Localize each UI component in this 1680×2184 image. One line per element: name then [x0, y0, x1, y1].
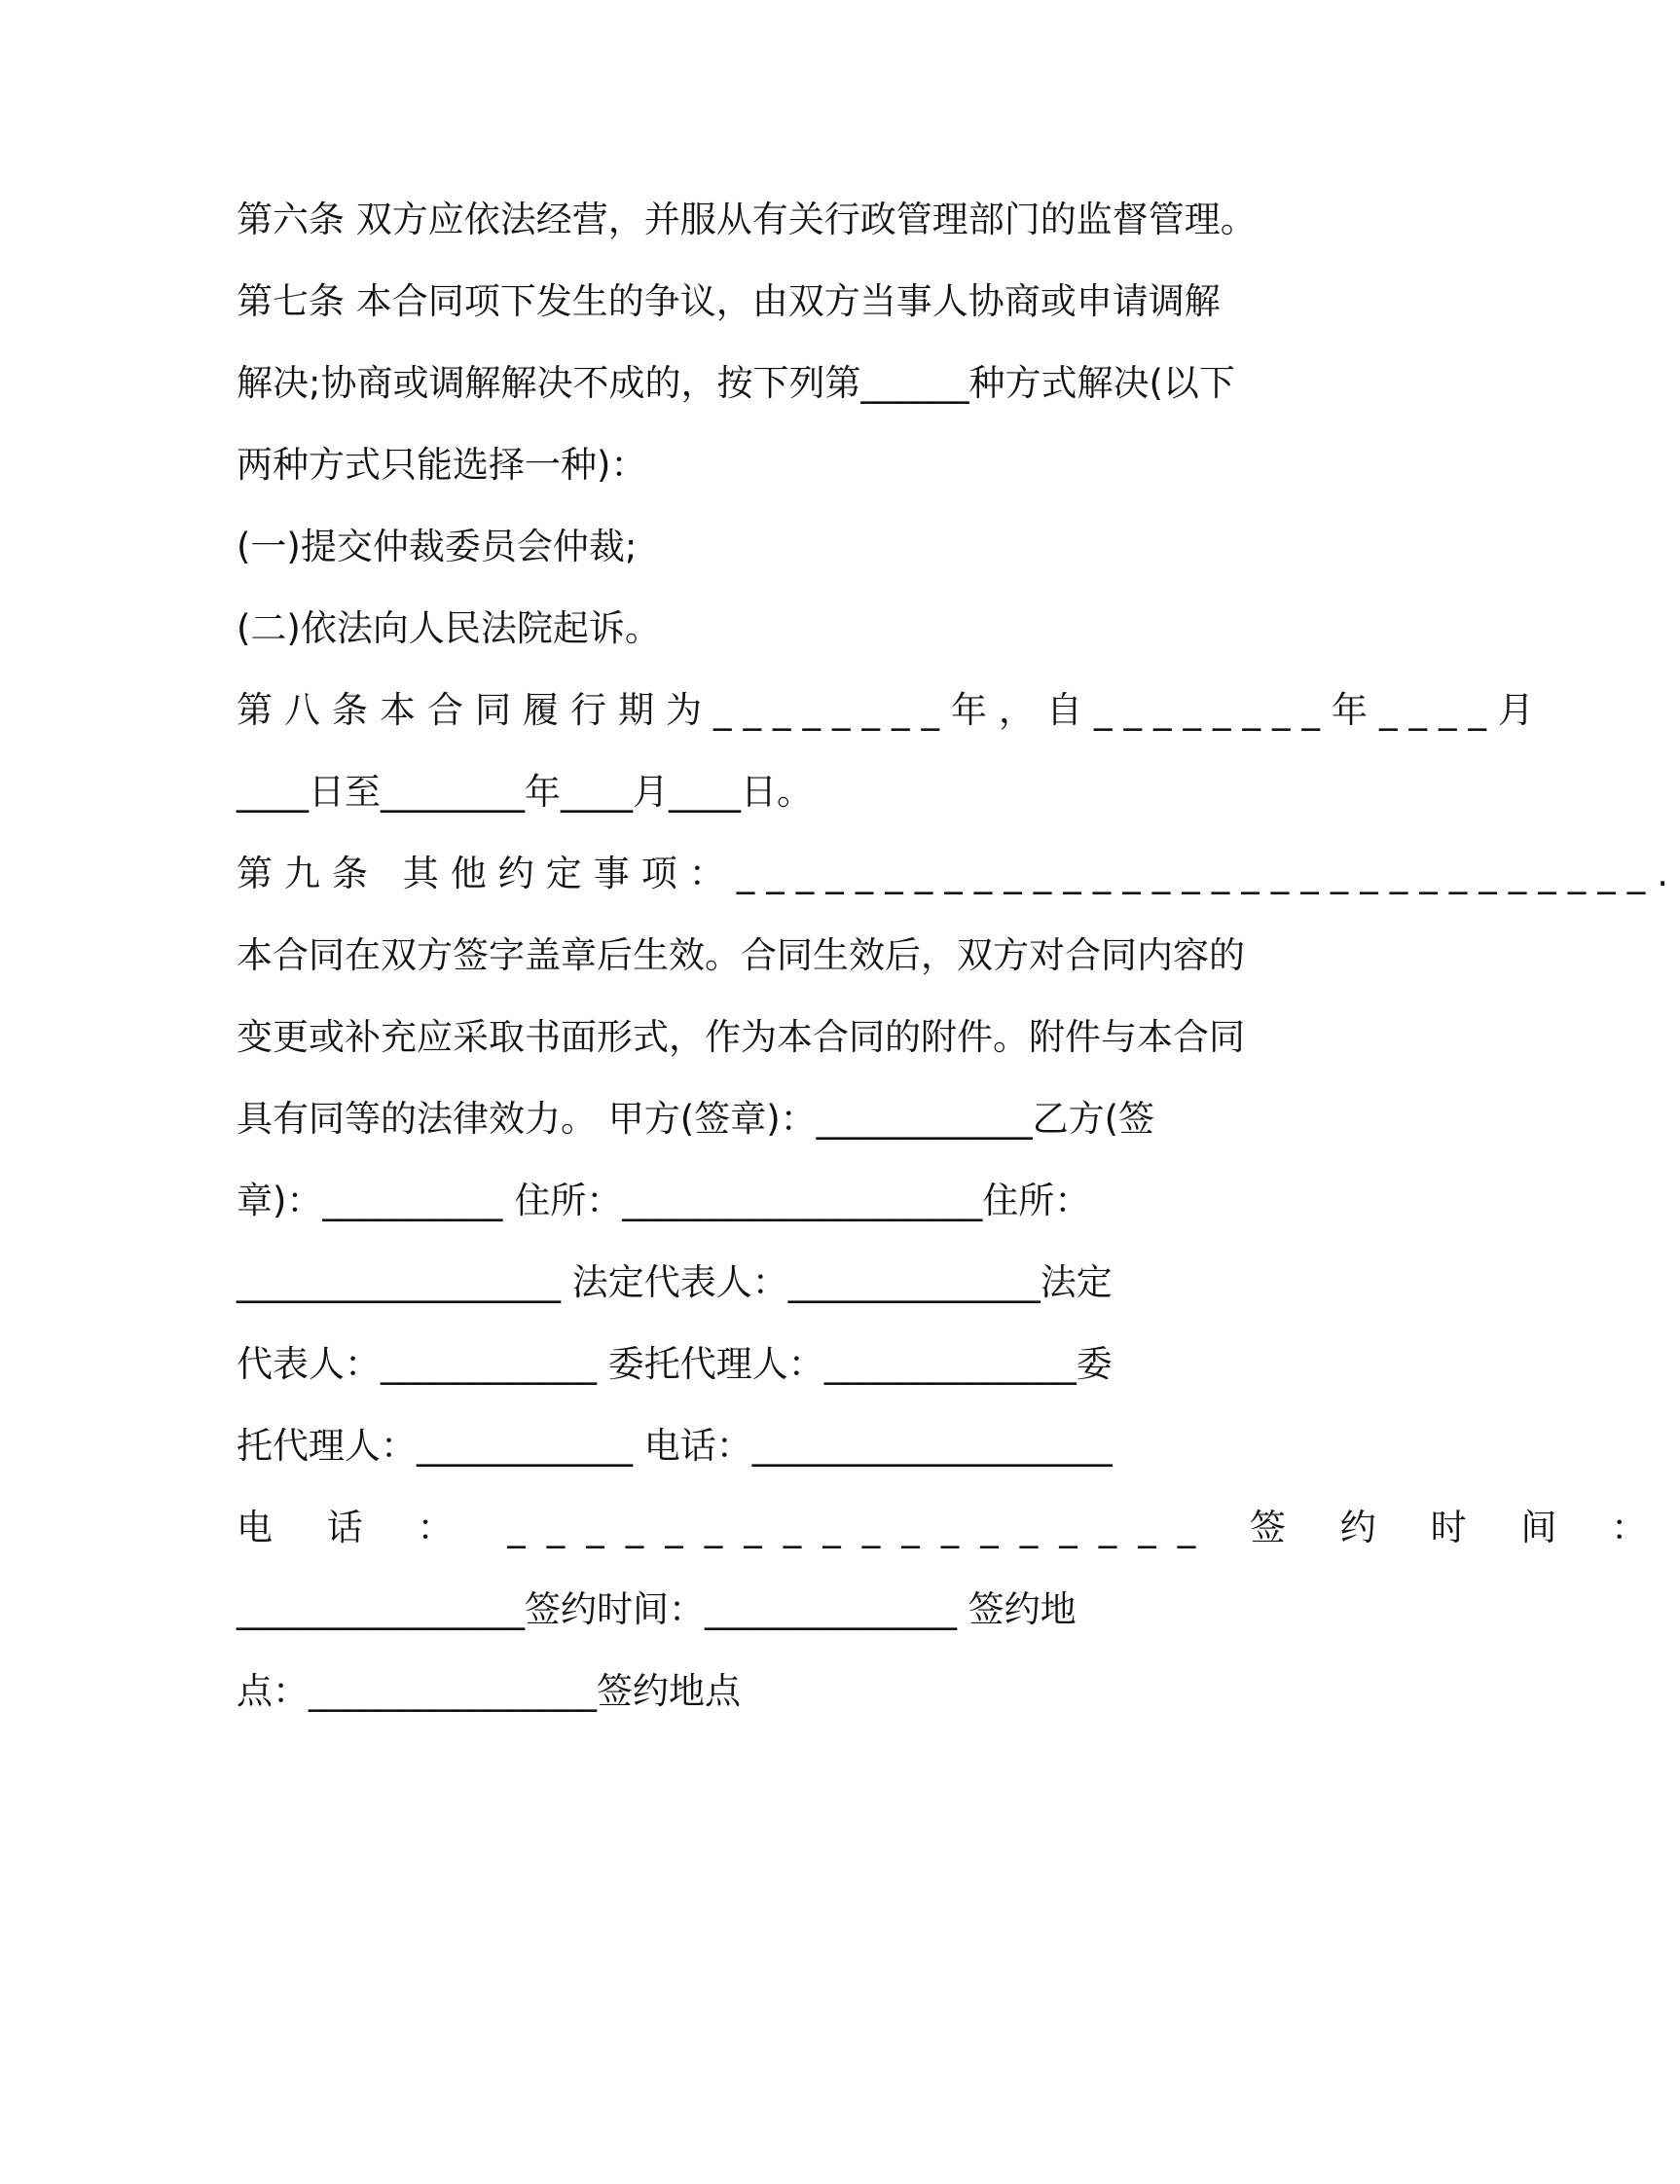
effectiveness-line-2: 变更或补充应采取书面形式，作为本合同的附件。附件与本合同 [237, 1016, 1245, 1058]
article-7-line-1: 第七条 本合同项下发生的争议，由双方当事人协商或申请调解 [237, 280, 1221, 322]
signature-line-4: 代表人：____________ 委托代理人：______________委 [237, 1343, 1113, 1385]
option-2-line: (二)依法向人民法院起诉。 [237, 607, 661, 649]
signature-line-6: 电 话 ： __________________ 签 约 时 间 ： [237, 1507, 1669, 1548]
article-8-line-2: ____日至________年____月____日。 [237, 771, 813, 813]
effectiveness-line-1: 本合同在双方签字盖章后生效。合同生效后，双方对合同内容的 [237, 934, 1245, 976]
article-9-line: 第九条 其他约定事项：_______________________________. [237, 853, 1680, 894]
signature-line-2: 章)：__________ 住所：____________________住所： [237, 1180, 1091, 1221]
signature-line-1: 具有同等的法律效力。 甲方(签章)：____________乙方(签 [237, 1098, 1155, 1140]
option-1-line: (一)提交仲裁委员会仲裁; [237, 526, 638, 567]
signature-line-7: ________________签约时间：______________ 签约地 [237, 1588, 1077, 1630]
article-8-line-1: 第八条本合同履行期为________年，自________年____月 [237, 689, 1546, 731]
article-7-line-2: 解决;协商或调解解决不成的，按下列第______种方式解决(以下 [237, 362, 1235, 404]
signature-line-8: 点：________________签约地点 [237, 1670, 741, 1712]
article-7-line-3: 两种方式只能选择一种)： [237, 444, 647, 486]
signature-line-5: 托代理人：____________ 电话：____________________ [237, 1425, 1113, 1467]
article-6-line: 第六条 双方应依法经营，并服从有关行政管理部门的监督管理。 [237, 199, 1257, 240]
signature-line-3: __________________ 法定代表人：______________法定 [237, 1261, 1113, 1303]
